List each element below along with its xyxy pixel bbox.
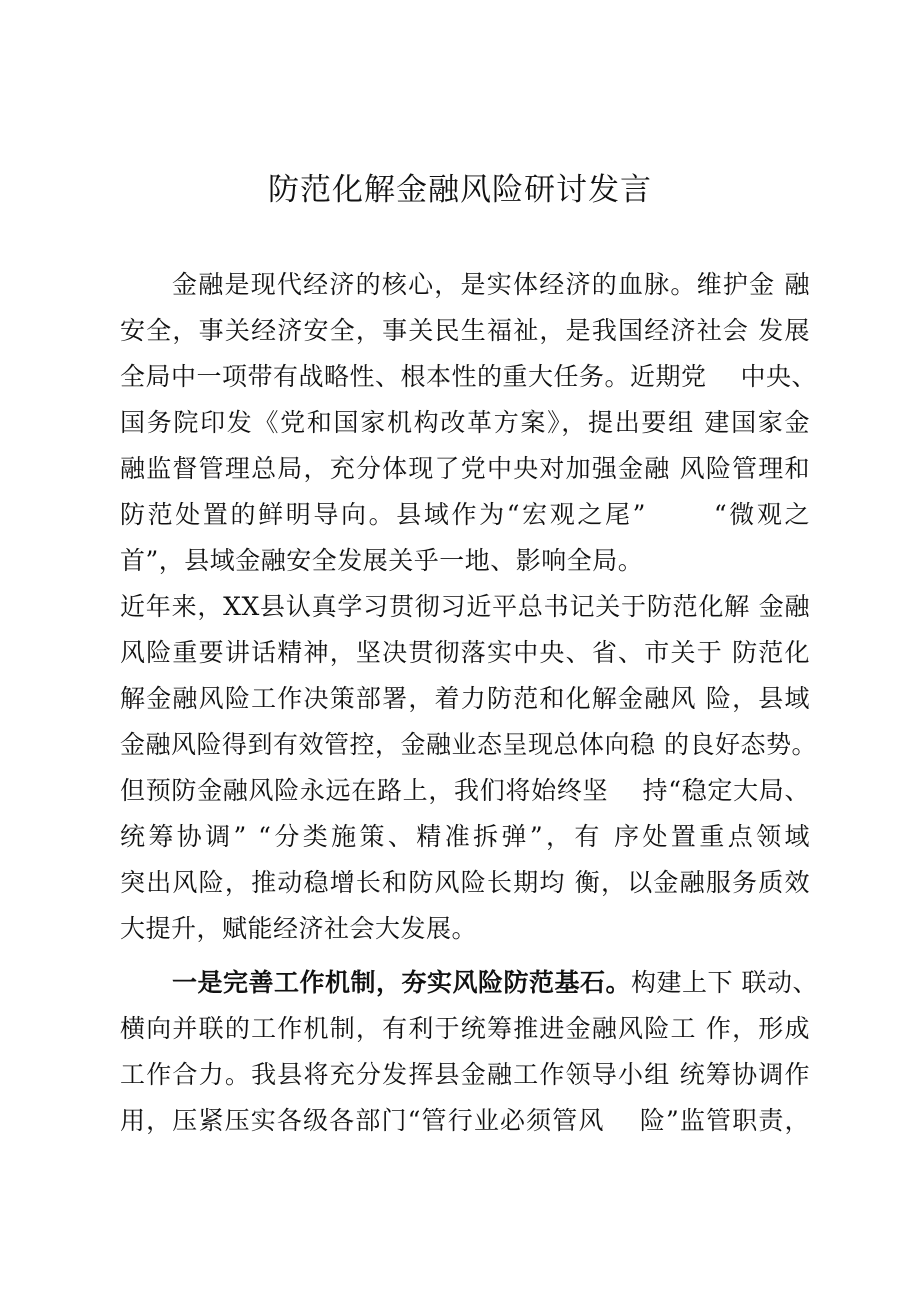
paragraph-line: 融监督管理总局，充分体现了党中央对加强金融 风险管理和 — [120, 454, 810, 483]
paragraph-line: 全局中一项带有战略性、根本性的重大任务。近期党 中央、 — [120, 362, 817, 391]
document-title: 防范化解金融风险研讨发言 — [268, 172, 652, 208]
paragraph-line: 金融是现代经济的核心，是实体经济的血脉。维护金 融 — [172, 270, 810, 299]
lead-tail-text-2: 联动、 — [741, 968, 818, 997]
paragraph-line: 首”，县域金融安全发展关乎一地、影响全局。 — [120, 546, 644, 575]
paragraph-line: 横向并联的工作机制，有利于统筹推进金融风险工 作，形成 — [120, 1014, 810, 1043]
paragraph-line: 但预防金融风险永远在路上，我们将始终坚 持“稳定大局、 — [120, 776, 810, 805]
paragraph-line: 工作合力。我县将充分发挥县金融工作领导小组 统筹协调作 — [120, 1060, 810, 1089]
paragraph-line: 安全，事关经济安全，事关民生福祉，是我国经济社会 发展 — [120, 316, 810, 345]
paragraph-line: 近年来，XX县认真学习贯彻习近平总书记关于防范化解 金融 — [120, 592, 810, 621]
paragraph-line: 国务院印发《党和国家机构改革方案》，提出要组 建国家金 — [120, 408, 810, 437]
paragraph-line: 突出风险，推动稳增长和防风险长期均 衡，以金融服务质效 — [120, 868, 810, 897]
paragraph-line: 风险重要讲话精神，坚决贯彻落实中央、省、市关于 防范化 — [120, 638, 810, 667]
paragraph-line: 防范处置的鲜明导向。县域作为“宏观之尾” “微观之 — [120, 500, 810, 529]
paragraph-line: 解金融风险工作决策部署，着力防范和化解金融风 险，县域 — [120, 684, 810, 713]
paragraph-line: 金融风险得到有效管控，金融业态呈现总体向稳 的良好态势。 — [120, 730, 817, 759]
paragraph-line-with-heading — [172, 966, 818, 1000]
lead-tail-text: 构建上下 — [631, 968, 742, 997]
paragraph-line: 统筹协调” “分类施策、精准拆弹”，有 序处置重点领域 — [120, 822, 810, 851]
bold-lead-text: 一是完善工作机制，夯实风险防范基石。 — [172, 968, 632, 997]
paragraph-line: 大提升，赋能经济社会大发展。 — [120, 914, 478, 943]
paragraph-line: 用，压紧压实各级各部门“管行业必须管风 险”监管职责， — [120, 1106, 810, 1135]
